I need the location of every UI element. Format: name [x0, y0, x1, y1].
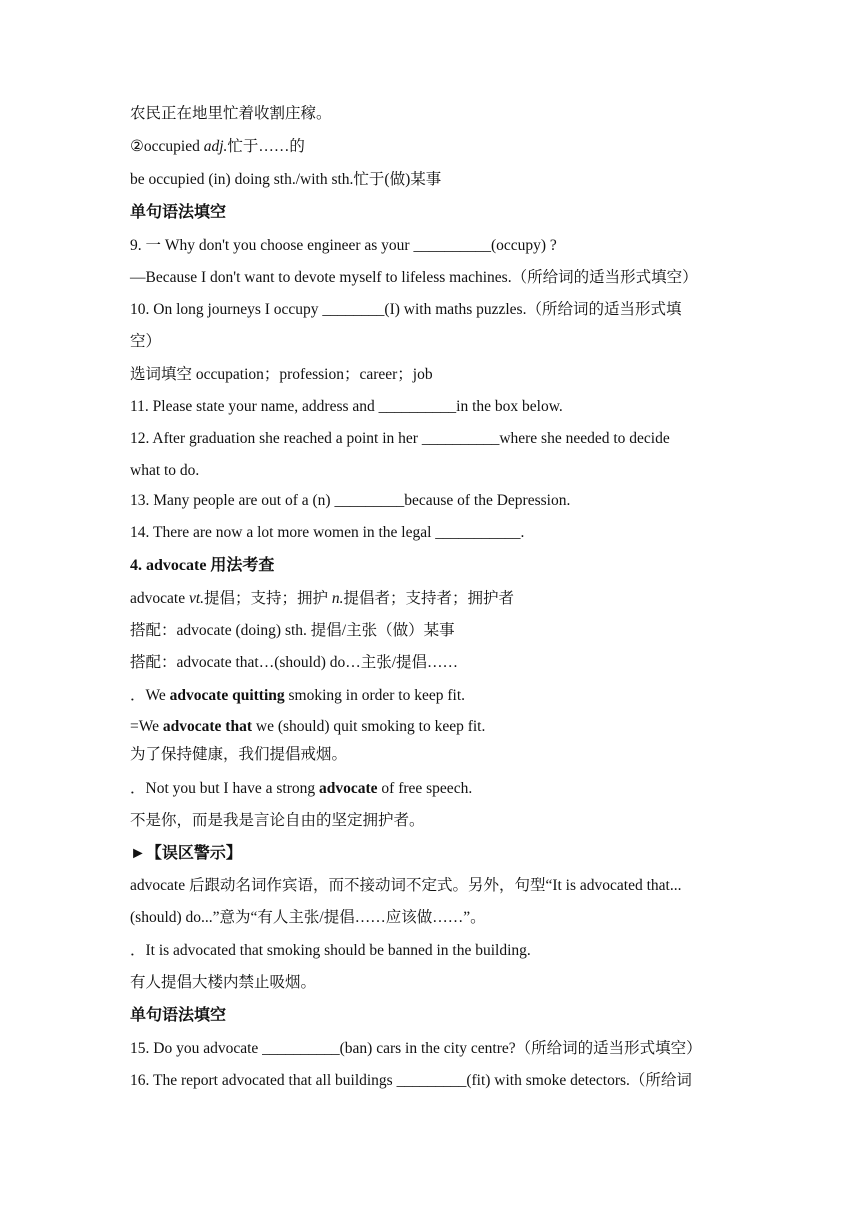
bold-phrase: advocate: [318, 780, 378, 797]
text-span: 提倡者；支持者；拥护者: [343, 590, 515, 607]
text-span: ．Not you but I have a strong: [130, 780, 319, 797]
question-16: 16. The report advocated that all buildings _________(fit) with smoke detectors.（所给词: [130, 1072, 692, 1089]
note-line: advocate 后跟动名词作宾语，而不接动词不定式。另外，句型“It is advocated that...: [130, 877, 682, 894]
note-line: (should) do...”意为“有人主张/提倡……应该做……”。: [130, 909, 486, 926]
text-span: smoking in order to keep fit.: [284, 687, 465, 704]
translation-line: 不是你，而是我是言论自由的坚定拥护者。: [130, 812, 425, 829]
question-13: 13. Many people are out of a (n) _________because of the Depression.: [130, 492, 571, 509]
question-14: 14. There are now a lot more women in the legal ___________.: [130, 524, 525, 541]
text-line: [130, 136, 742, 158]
text-span: 忙于……的: [227, 138, 305, 155]
example-sentence: ．It is advocated that smoking should be banned in the building.: [130, 942, 531, 959]
collocation-line: 搭配：advocate (doing) sth. 提倡/主张（做）某事: [130, 622, 455, 639]
example-sentence: [130, 685, 742, 707]
text-span: we (should) quit smoking to keep fit.: [252, 718, 486, 735]
question-10-cont: 空）: [130, 333, 162, 350]
question-11: 11. Please state your name, address and __________in the box below.: [130, 398, 563, 415]
translation-line: 为了保持健康，我们提倡戒烟。: [130, 746, 348, 763]
text-span: 提倡；支持；拥护: [204, 590, 332, 607]
question-15: 15. Do you advocate __________(ban) cars in the city centre?（所给词的适当形式填空）: [130, 1040, 702, 1057]
text-span: ②occupied: [130, 138, 204, 155]
definition-line: [130, 588, 742, 610]
translation-line: 有人提倡大楼内禁止吸烟。: [130, 974, 317, 991]
question-9-answer: —Because I don't want to devote myself to lifeless machines.（所给词的适当形式填空）: [130, 269, 698, 286]
pos-label: n.: [331, 590, 344, 607]
section-heading: 单句语法填空: [130, 1007, 227, 1024]
text-span: =We: [130, 718, 163, 735]
text-line: be occupied (in) doing sth./with sth.忙于(做)某事: [130, 171, 442, 188]
section-heading: 4. advocate 用法考查: [130, 557, 275, 574]
text-line: 农民正在地里忙着收割庄稼。: [130, 105, 332, 122]
word-choice-line: 选词填空 occupation；profession；career；job: [130, 366, 433, 383]
text-span: ．We: [130, 687, 170, 704]
bold-phrase: advocate quitting: [169, 687, 285, 704]
question-12-cont: what to do.: [130, 462, 200, 479]
question-9: 9. 一 Why don't you choose engineer as your __________(occupy) ?: [130, 237, 557, 254]
question-12: 12. After graduation she reached a point in her __________where she needed to decide: [130, 430, 670, 447]
text-span: of free speech.: [377, 780, 473, 797]
collocation-line: 搭配：advocate that…(should) do…主张/提倡……: [130, 654, 459, 671]
bold-phrase: advocate that: [162, 718, 253, 735]
section-heading: 单句语法填空: [130, 204, 227, 221]
pos-label: vt.: [188, 590, 205, 607]
example-sentence: [130, 716, 742, 738]
pos-label: adj.: [203, 138, 228, 155]
example-sentence: [130, 778, 742, 800]
question-10: 10. On long journeys I occupy ________(I) with maths puzzles.（所给词的适当形式填: [130, 301, 682, 318]
text-span: advocate: [130, 590, 189, 607]
warning-heading: ►【误区警示】: [130, 845, 242, 862]
